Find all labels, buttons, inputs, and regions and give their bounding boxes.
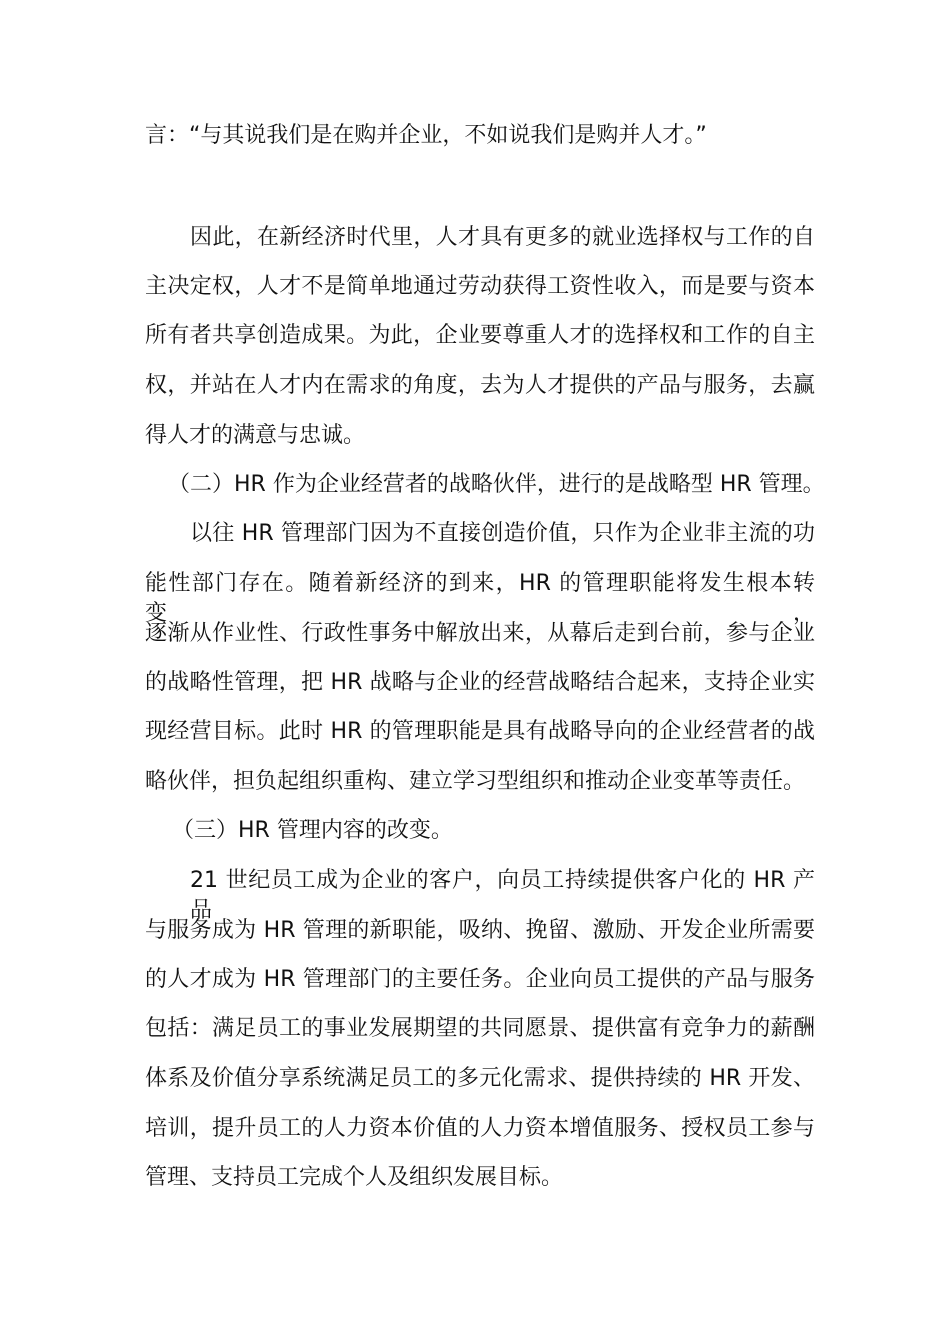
text-line: 21 世纪员工成为企业的客户，向员工持续提供客户化的 HR 产品 [190,868,815,923]
text-line: 言：“与其说我们是在购并企业，不如说我们是购并人才。” [145,123,707,148]
text-line: 包括：满足员工的事业发展期望的共同愿景、提供富有竞争力的薪酬 [145,1016,815,1041]
text-line: 培训，提升员工的人力资本价值的人力资本增值服务、授权员工参与 [145,1116,815,1141]
text-line: 主决定权，人才不是简单地通过劳动获得工资性收入，而是要与资本 [145,274,815,299]
text-line: 能性部门存在。随着新经济的到来，HR 的管理职能将发生根本转变， [145,571,815,626]
text-line: 权，并站在人才内在需求的角度，去为人才提供的产品与服务，去赢 [145,373,815,398]
text-line: 以往 HR 管理部门因为不直接创造价值，只作为企业非主流的功 [190,521,815,546]
text-line: 的人才成为 HR 管理部门的主要任务。企业向员工提供的产品与服务 [145,967,815,992]
text-line: 现经营目标。此时 HR 的管理职能是具有战略导向的企业经营者的战 [145,719,815,744]
text-line: 的战略性管理，把 HR 战略与企业的经营战略结合起来，支持企业实 [145,670,815,695]
text-line: 与服务成为 HR 管理的新职能，吸纳、挽留、激励、开发企业所需要 [145,918,815,943]
text-line: 略伙伴，担负起组织重构、建立学习型组织和推动企业变革等责任。 [145,769,806,794]
section-heading: （三）HR 管理内容的改变。 [172,818,453,843]
section-heading: （二）HR 作为企业经营者的战略伙伴，进行的是战略型 HR 管理。 [168,472,825,497]
text-line: 因此，在新经济时代里，人才具有更多的就业选择权与工作的自 [190,225,815,250]
text-line: 体系及价值分享系统满足员工的多元化需求、提供持续的 HR 开发、 [145,1066,815,1091]
text-line: 逐渐从作业性、行政性事务中解放出来，从幕后走到台前，参与企业 [145,621,815,646]
text-line: 所有者共享创造成果。为此，企业要尊重人才的选择权和工作的自主 [145,323,815,348]
text-line: 得人才的满意与忠诚。 [145,423,366,448]
text-line: 管理、支持员工完成个人及组织发展目标。 [145,1165,564,1190]
